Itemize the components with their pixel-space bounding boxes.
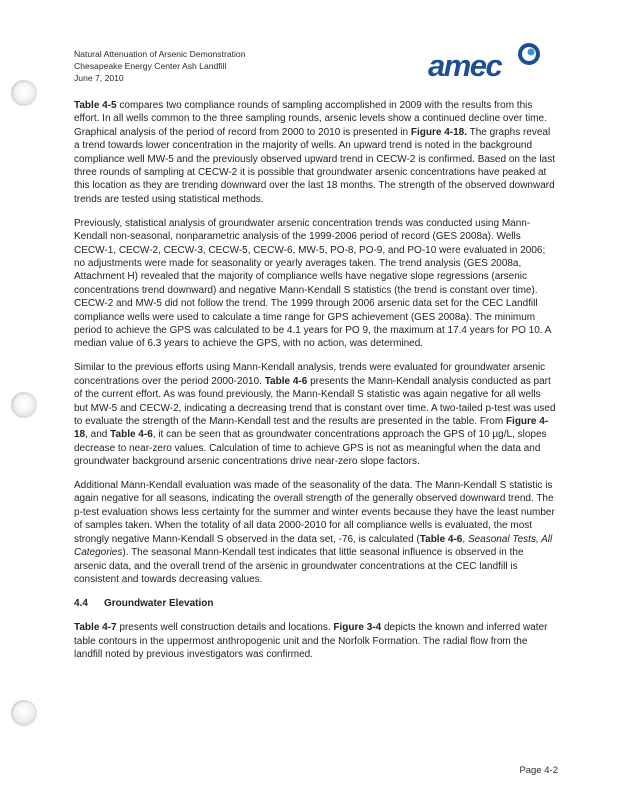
header-site: Chesapeake Energy Center Ash Landfill: [74, 61, 227, 71]
paragraph-text: Additional Mann-Kendall evaluation was made of the seasonality of the data. The Mann-Kendall S statistic is again negative for all seasons, indicating the overall strength of the generally observed downward trend. The p-test evaluation shows less certainty for the summer and winter events because they have the least number of samples taken. When the totality of all data 2000-2010 for all compliance wells is evaluated, the most strongly negative Mann-Kendall S observed in the data set, -76, is calculated (: [74, 480, 555, 545]
section-number: 4.4: [74, 597, 88, 609]
paragraph-seasonality: [74, 479, 556, 586]
ref-seasonal-tests: Seasonal Tests, All Categories: [74, 533, 553, 559]
ref-table-4-6: Table 4-6: [264, 375, 308, 387]
paragraph-text: , it can be seen that as groundwater concentrations approach the GPS of 10 µg/L, slopes decrease to near-zero values. Calculation of time to achieve GPS is not as meaningful when the data and groundwater background arsenic concentrations drive near-zero slope factors.: [74, 429, 547, 468]
paragraph-text: presents the Mann-Kendall analysis conducted as part of the current effort. As was found previously, the Mann-Kendall S statistic was again negative for all wells but MW-5 and CECW-2, indicating a decreasing trend that is constant over time. A two-tailed p-test was used to evaluate the strength of the Mann-Kendall test and the results are presented in the table. From: [74, 375, 556, 427]
paragraph-trend-results: [74, 99, 556, 206]
paragraph-text: presents well construction details and locations.: [116, 622, 334, 634]
ref-figure-3-4: Figure 3-4: [333, 622, 382, 634]
ref-table-4-7: Table 4-7: [74, 622, 117, 634]
section-heading: [74, 597, 556, 610]
logo-wordmark: amec: [428, 48, 502, 83]
paragraph-text: Similar to the previous efforts using Mann-Kendall analysis, trends were evaluated for groundwater arsenic concentrations over the period 2000-2010.: [74, 362, 546, 387]
ref-table-4-5: Table 4-5: [74, 100, 117, 111]
paragraph-text: depicts the known and inferred water table contours in the uppermost anthropogenic unit and the Norfolk Formation. The radial flow from the landfill noted by previous investigators was confirmed.: [74, 622, 548, 661]
document-header: [74, 48, 246, 84]
paragraph-text: , and: [85, 429, 111, 441]
ref-table-4-6: Table 4-6: [110, 429, 153, 441]
header-date: June 7, 2010: [74, 73, 124, 83]
paragraph-previous-analysis: Previously, statistical analysis of groundwater arsenic concentration trends was conducted using Mann-Kendall non-seasonal, nonparametric analysis of the 1999-2006 period of record (GES 2008a). Wells CECW-1, CECW-2, CECW-3, CECW-5, CECW-6, MW-5, PO-8, PO-9, and PO-10 were evaluated in 2006; no adjustments were made for seasonality or yearly averages taken. The trend analysis (GES 2008a, Attachment H) revealed that the majority of compliance wells have negative slope regressions (arsenic concentrations trend downward) and negative Mann-Kendall S statistics (the trend is constant over time). CECW-2 and MW-5 did not follow the trend. The 1999 through 2006 arsenic data set for the CEC Landfill compliance wells were used to calculate a time range for GPS achievement (GES 2008a). The minimum period to achieve the GPS was calculated to be 4.1 years for PO 9, the maximum at 17.4 years for PO 10. A median value of 6.3 years to achieve the GPS, with no action, was determined.: [74, 217, 551, 350]
company-logo: [428, 42, 548, 88]
binder-hole: [11, 700, 37, 726]
paragraph-mann-kendall: [74, 361, 556, 468]
paragraph-text: ,: [462, 533, 468, 545]
paragraph-text: compares two compliance rounds of sampling accomplished in 2009 with the results from this effort. In all wells common to the three sampling rounds, arsenic levels show a continued decline over time. Graphical analysis of the period of record from 2000 to 2010 is presented in: [74, 100, 547, 138]
paragraph-text: ). The seasonal Mann-Kendall test indicates that little seasonal influence is observed in the arsenic data, and the overall trend of the arsenic in groundwater concentrations at the CEC landfill is consistent and towards decreasing values.: [74, 547, 524, 585]
document-body: [74, 99, 556, 672]
binder-hole: [11, 392, 37, 418]
header-project: Natural Attenuation of Arsenic Demonstration: [74, 49, 246, 59]
binder-hole: [11, 80, 37, 106]
paragraph-groundwater-elevation: [74, 621, 556, 661]
section-title: Groundwater Elevation: [104, 597, 214, 609]
ref-figure-4-18: Figure 4-18.: [410, 126, 468, 138]
page-number: Page 4-2: [519, 765, 558, 776]
logo-swirl-icon: [516, 42, 542, 66]
ref-figure-4-18: Figure 4-18: [74, 415, 549, 441]
ref-table-4-6: Table 4-6: [419, 533, 463, 545]
paragraph-text: The graphs reveal a trend towards lower concentration in the majority of wells. An upward trend is noted in the background compliance well MW-5 and the previously observed upward trend in CECW-2 is confirmed. Based on the last three rounds of sampling at CECW-2 it is possible that groundwater arsenic concentrations have peaked at this location as they are trending downward over the last 18 months. The strength of the observed downward trends are tested using statistical methods.: [74, 126, 555, 205]
